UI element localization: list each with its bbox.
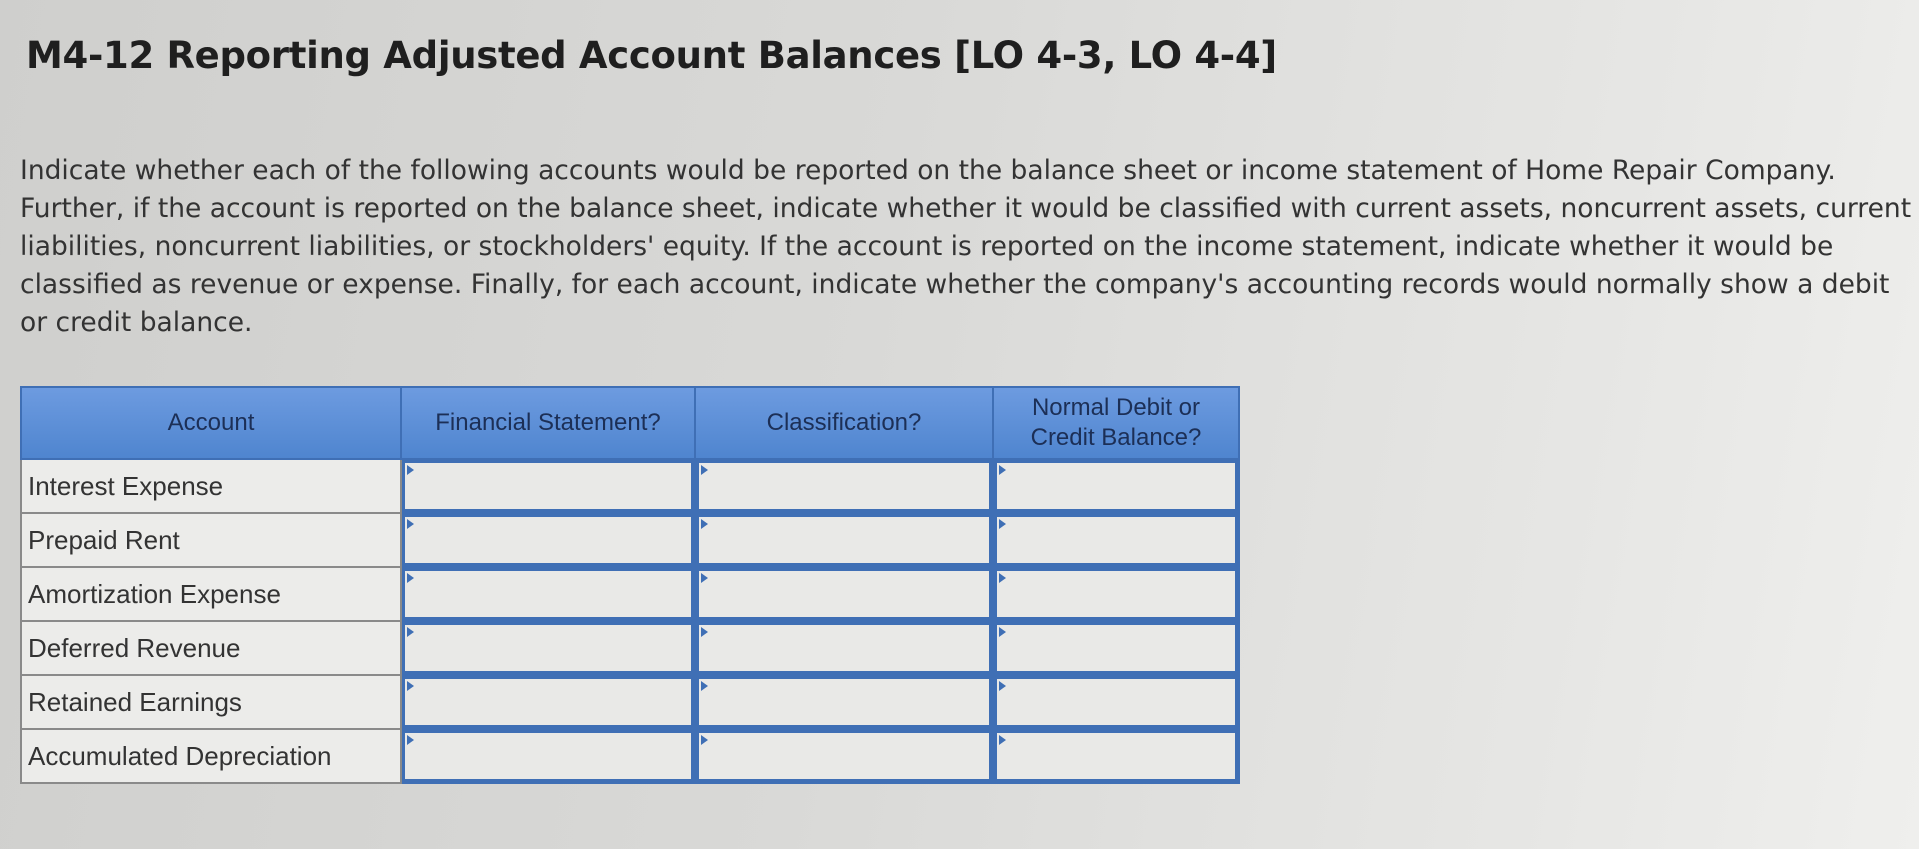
table-row [21,621,1239,675]
normal-balance-dropdown[interactable] [997,517,1235,563]
dropdown-marker-icon [999,573,1006,583]
financial-statement-cell [401,567,695,621]
normal-balance-dropdown[interactable] [997,679,1235,725]
dropdown-marker-icon [701,681,708,691]
financial-statement-dropdown[interactable] [405,679,691,725]
classification-cell [695,621,993,675]
account-name: Interest Expense [21,459,401,513]
normal-balance-cell [993,513,1239,567]
normal-balance-cell [993,675,1239,729]
account-name: Prepaid Rent [21,513,401,567]
classification-dropdown[interactable] [699,733,989,779]
instructions-text: Indicate whether each of the following accounts would be reported on the balance sheet or income statement of Home Repair Company. Further, if the account is reported on the balance sheet, indicate whether it would be classified with current assets, noncurrent assets, current liabilities, noncurrent liabilities, or stockholders' equity. If the account is reported on the income statement, indicate whether it would be classified as revenue or expense. Finally, for each account, indicate whether the company's accounting records would normally show a debit or credit balance. [20,155,1912,338]
normal-balance-dropdown[interactable] [997,571,1235,617]
classification-cell [695,729,993,783]
account-name: Deferred Revenue [21,621,401,675]
dropdown-marker-icon [999,465,1006,475]
financial-statement-cell [401,513,695,567]
accounts-table-container [20,386,1240,784]
table-row [21,459,1239,513]
dropdown-marker-icon [701,627,708,637]
accounts-table [20,386,1240,784]
dropdown-marker-icon [407,681,414,691]
dropdown-marker-icon [999,627,1006,637]
classification-cell [695,567,993,621]
classification-dropdown[interactable] [699,517,989,563]
financial-statement-dropdown[interactable] [405,733,691,779]
dropdown-marker-icon [999,519,1006,529]
financial-statement-dropdown[interactable] [405,571,691,617]
dropdown-marker-icon [407,573,414,583]
dropdown-marker-icon [407,627,414,637]
table-row [21,567,1239,621]
financial-statement-dropdown[interactable] [405,625,691,671]
normal-balance-cell [993,567,1239,621]
normal-balance-cell [993,621,1239,675]
dropdown-marker-icon [407,465,414,475]
financial-statement-cell [401,675,695,729]
account-name: Accumulated Depreciation [21,729,401,783]
dropdown-marker-icon [999,735,1006,745]
normal-balance-cell [993,729,1239,783]
classification-cell [695,675,993,729]
financial-statement-cell [401,459,695,513]
dropdown-marker-icon [999,681,1006,691]
classification-dropdown[interactable] [699,625,989,671]
classification-dropdown[interactable] [699,463,989,509]
header-financial-statement: Financial Statement? [401,387,695,459]
classification-cell [695,459,993,513]
dropdown-marker-icon [407,735,414,745]
financial-statement-dropdown[interactable] [405,463,691,509]
account-name: Retained Earnings [21,675,401,729]
account-name: Amortization Expense [21,567,401,621]
dropdown-marker-icon [407,519,414,529]
page-title: M4-12 Reporting Adjusted Account Balances [LO 4-3, LO 4-4] [26,34,1277,77]
normal-balance-dropdown[interactable] [997,733,1235,779]
financial-statement-cell [401,621,695,675]
dropdown-marker-icon [701,573,708,583]
normal-balance-dropdown[interactable] [997,463,1235,509]
dropdown-marker-icon [701,465,708,475]
table-header-row [21,387,1239,459]
classification-cell [695,513,993,567]
table-row [21,675,1239,729]
classification-dropdown[interactable] [699,571,989,617]
header-classification: Classification? [695,387,993,459]
classification-dropdown[interactable] [699,679,989,725]
dropdown-marker-icon [701,519,708,529]
dropdown-marker-icon [701,735,708,745]
header-normal-balance: Normal Debit or Credit Balance? [993,387,1239,459]
table-row [21,729,1239,783]
header-account: Account [21,387,401,459]
financial-statement-cell [401,729,695,783]
financial-statement-dropdown[interactable] [405,517,691,563]
table-row [21,513,1239,567]
normal-balance-cell [993,459,1239,513]
normal-balance-dropdown[interactable] [997,625,1235,671]
